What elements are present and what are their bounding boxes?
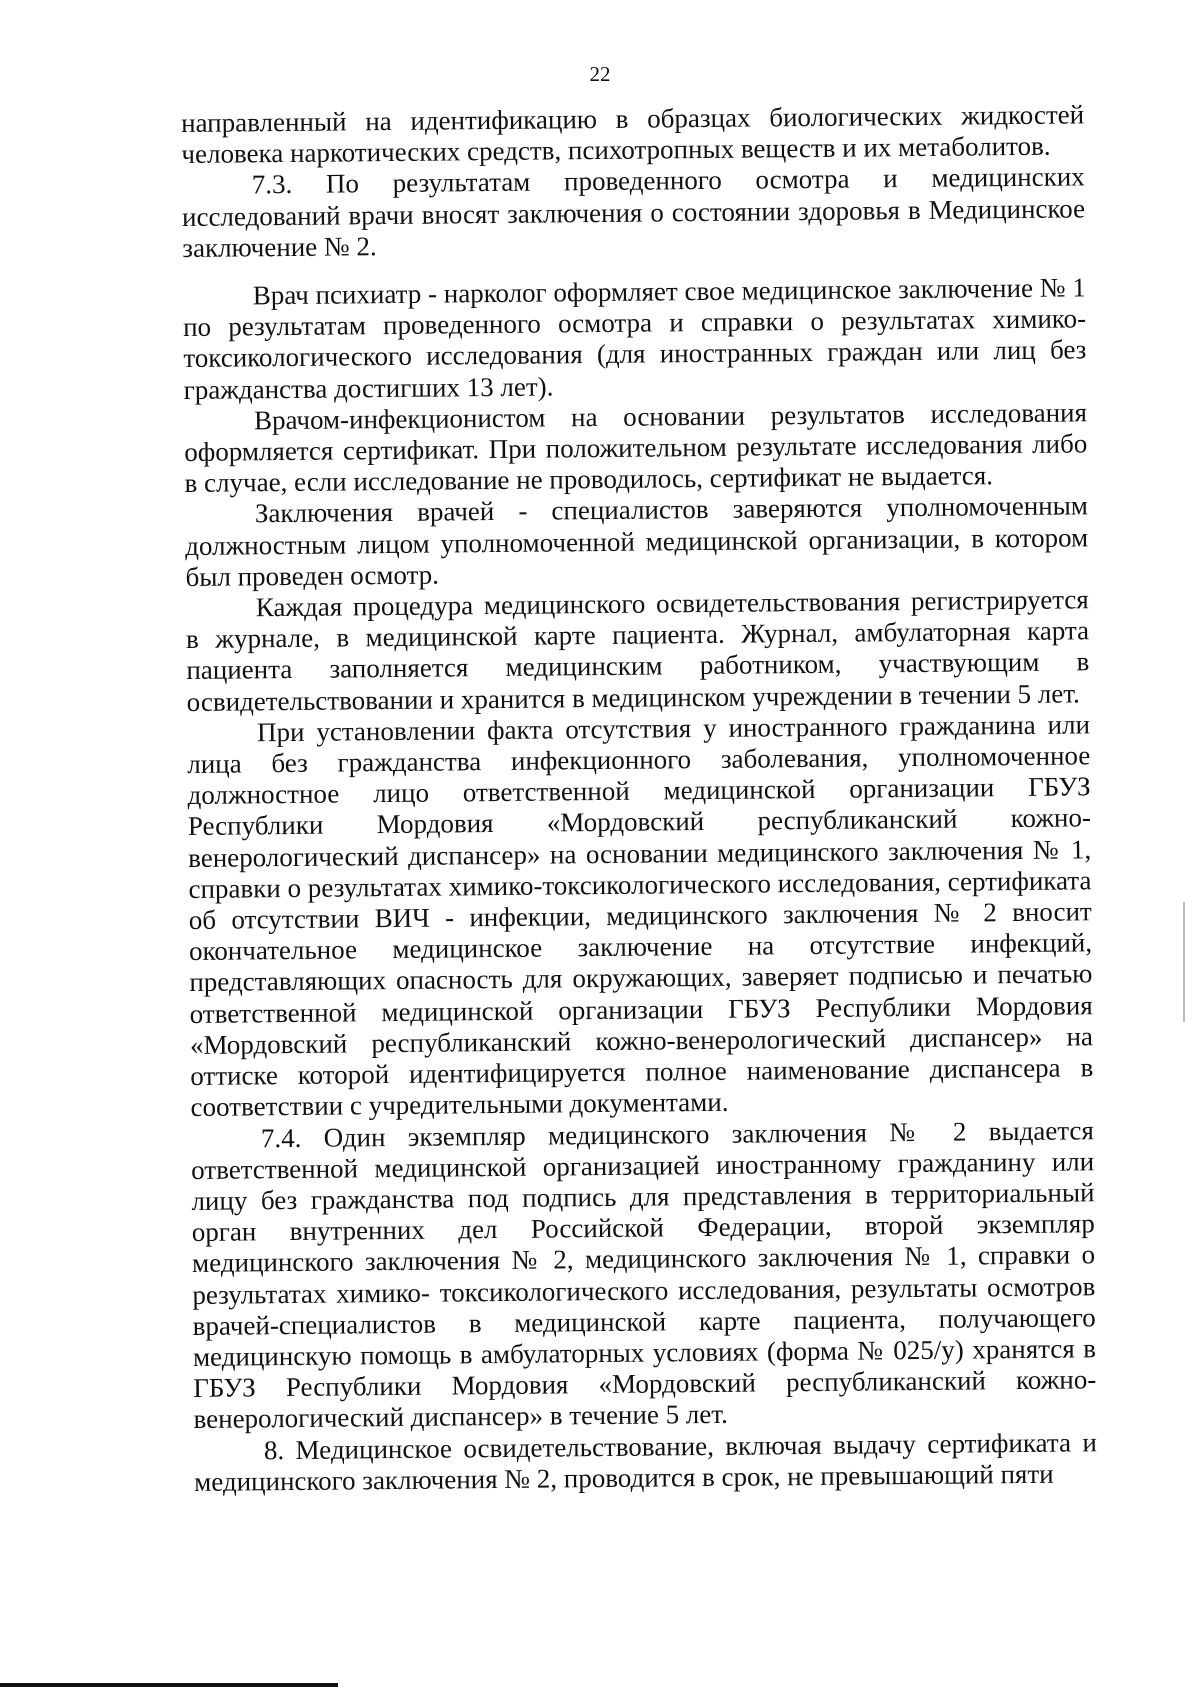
paragraph-psychiatrist-narcologist: Врач психиатр - нарколог оформляет свое медицинское заключение № 1 по результатам проведенного осмотра и справки о результатах химико-токсикологического исследования (для иностранных граждан или лиц без гражданства достигших 13 лет). [182,272,1087,405]
scan-edge-mark [1183,902,1185,1022]
document-body [181,99,1097,1498]
paragraph-specialist-conclusions: Заключения врачей - специалистов заверяются уполномоченным должностным лицом уполномоченной медицинской организации, в котором был проведен осмотр. [185,490,1089,592]
paragraph-7-3: 7.3. По результатам проведенного осмотра и медицинских исследований врачи вносят заключения о состоянии здоровья в Медицинское заключение № 2. [181,161,1086,263]
footnote-separator-line [0,1683,338,1687]
paragraph-7-4: 7.4. Один экземпляр медицинского заключения № 2 выдается ответственной медицинской организацией иностранному гражданину или лицу без гражданства под подпись для представления в территориальный орган внутренних дел Российской Федерации, второй экземпляр медицинского заключения № 2, медицинского заключения № 1, справки о результатах химико- токсикологического исследования, результаты осмотров врачей-специалистов в медицинской карте пациента, получающего медицинскую помощь в амбулаторных условиях (форма № 025/у) хранятся в ГБУЗ Республики Мордовия «Мордовский республиканский кожно-венерологический диспансер» в течение 5 лет. [191,1114,1097,1435]
paragraph-infectious-disease-doctor: Врачом-инфекционистом на основании результатов исследования оформляется сертификат. При положительном результате исследования либо в случае, если исследование не проводилось, сертификат не выдается. [184,397,1088,499]
page-number: 22 [589,62,611,86]
paragraph-registration-journal: Каждая процедура медицинского освидетельствования регистрируется в журнале, в медицинской карте пациента. Журнал, амбулаторная карта пациента заполняется медицинским работником, участвующим в освидетельствовании и хранится в медицинском учреждении в течении 5 лет. [185,584,1090,717]
paragraph-continuation: направленный на идентификацию в образцах биологических жидкостей человека наркотических средств, психотропных веществ и их метаболитов. [181,99,1085,170]
paragraph-8: 8. Медицинское освидетельствование, включая выдачу сертификата и медицинского заключения № 2, проводится в срок, не превышающий пяти [194,1426,1097,1497]
paragraph-final-conclusion: При установлении факта отсутствия у иностранного гражданина или лица без гражданства инфекционного заболевания, уполномоченное должностное лицо ответственной медицинской организации ГБУЗ Республики Мордовия «Мордовский республиканский кожно-венерологический диспансер» на основании медицинского заключения № 1, справки о результатах химико-токсикологического исследования, сертификата об отсутствии ВИЧ - инфекции, медицинского заключения № 2 вносит окончательное медицинское заключение на отсутствие инфекций, представляющих опасность для окружающих, заверяет подписью и печатью ответственной медицинской организации ГБУЗ Республики Мордовия «Мордовский республиканский кожно-венерологический диспансер» на оттиске которой идентифицируется полное наименование диспансера в соответствии с учредительными документами. [187,709,1094,1123]
